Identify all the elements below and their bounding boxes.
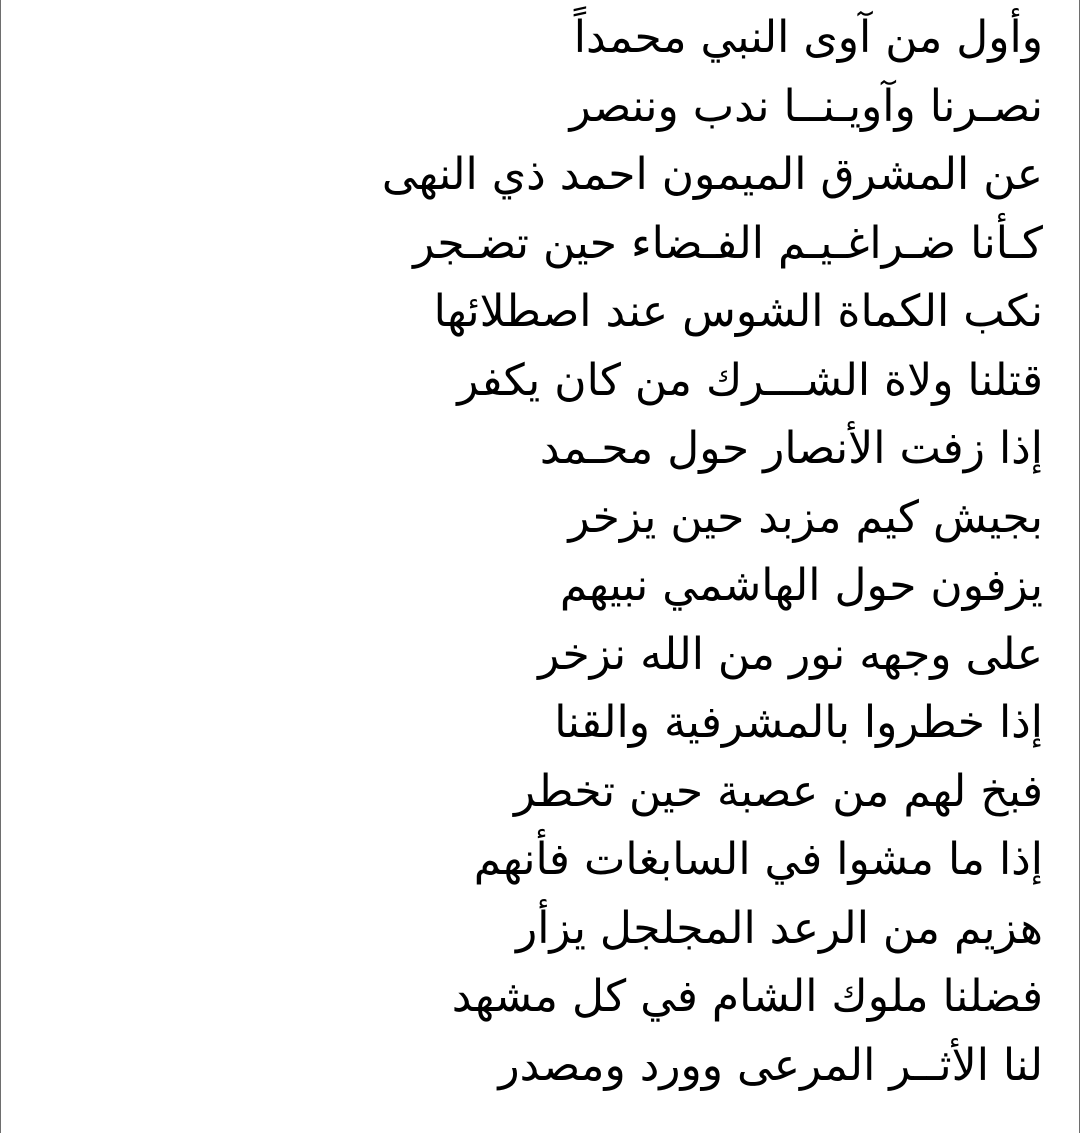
poem-line-9: يزفون حول الهاشمي نبيهم bbox=[559, 560, 1043, 611]
poem-line-12: فبخ لهم من عصبة حين تخطر bbox=[514, 765, 1043, 817]
poem-line-2: نصـرنا وآويـنــا ندب وننصر bbox=[569, 80, 1043, 132]
poem-line-3: عن المشرق الميمون احمد ذي النهى bbox=[381, 149, 1043, 200]
poem-line-10: على وجهه نور من الله نزخر bbox=[538, 628, 1043, 680]
poem-line-6: قتلنا ولاة الشـــرك من كان يكفر bbox=[457, 354, 1043, 406]
poem-text bbox=[43, 4, 1043, 1100]
poem-line-15: فضلنا ملوك الشام في كل مشهد bbox=[451, 971, 1043, 1022]
poem-line-4: كـأنا ضـراغـيـم الفـضاء حين تضـجر bbox=[413, 217, 1043, 269]
poem-line-8: بجيش كيم مزبد حين يزخر bbox=[568, 491, 1043, 543]
poem-line-11: إذا خطروا بالمشرفية والقنا bbox=[554, 697, 1043, 748]
poem-line-7: إذا زفت الأنصار حول محـمد bbox=[539, 423, 1043, 474]
poem-line-1: وأول من آوى النبي محمداً bbox=[573, 12, 1043, 63]
poem-line-16: لنا الأثــر المرعى وورد ومصدر bbox=[498, 1039, 1043, 1091]
poem-line-5: نكب الكماة الشوس عند اصطلائها bbox=[433, 286, 1043, 337]
poem-line-13: إذا ما مشوا في السابغات فأنهم bbox=[473, 834, 1043, 885]
poem-line-14: هزيم من الرعد المجلجل يزأر bbox=[515, 902, 1043, 954]
